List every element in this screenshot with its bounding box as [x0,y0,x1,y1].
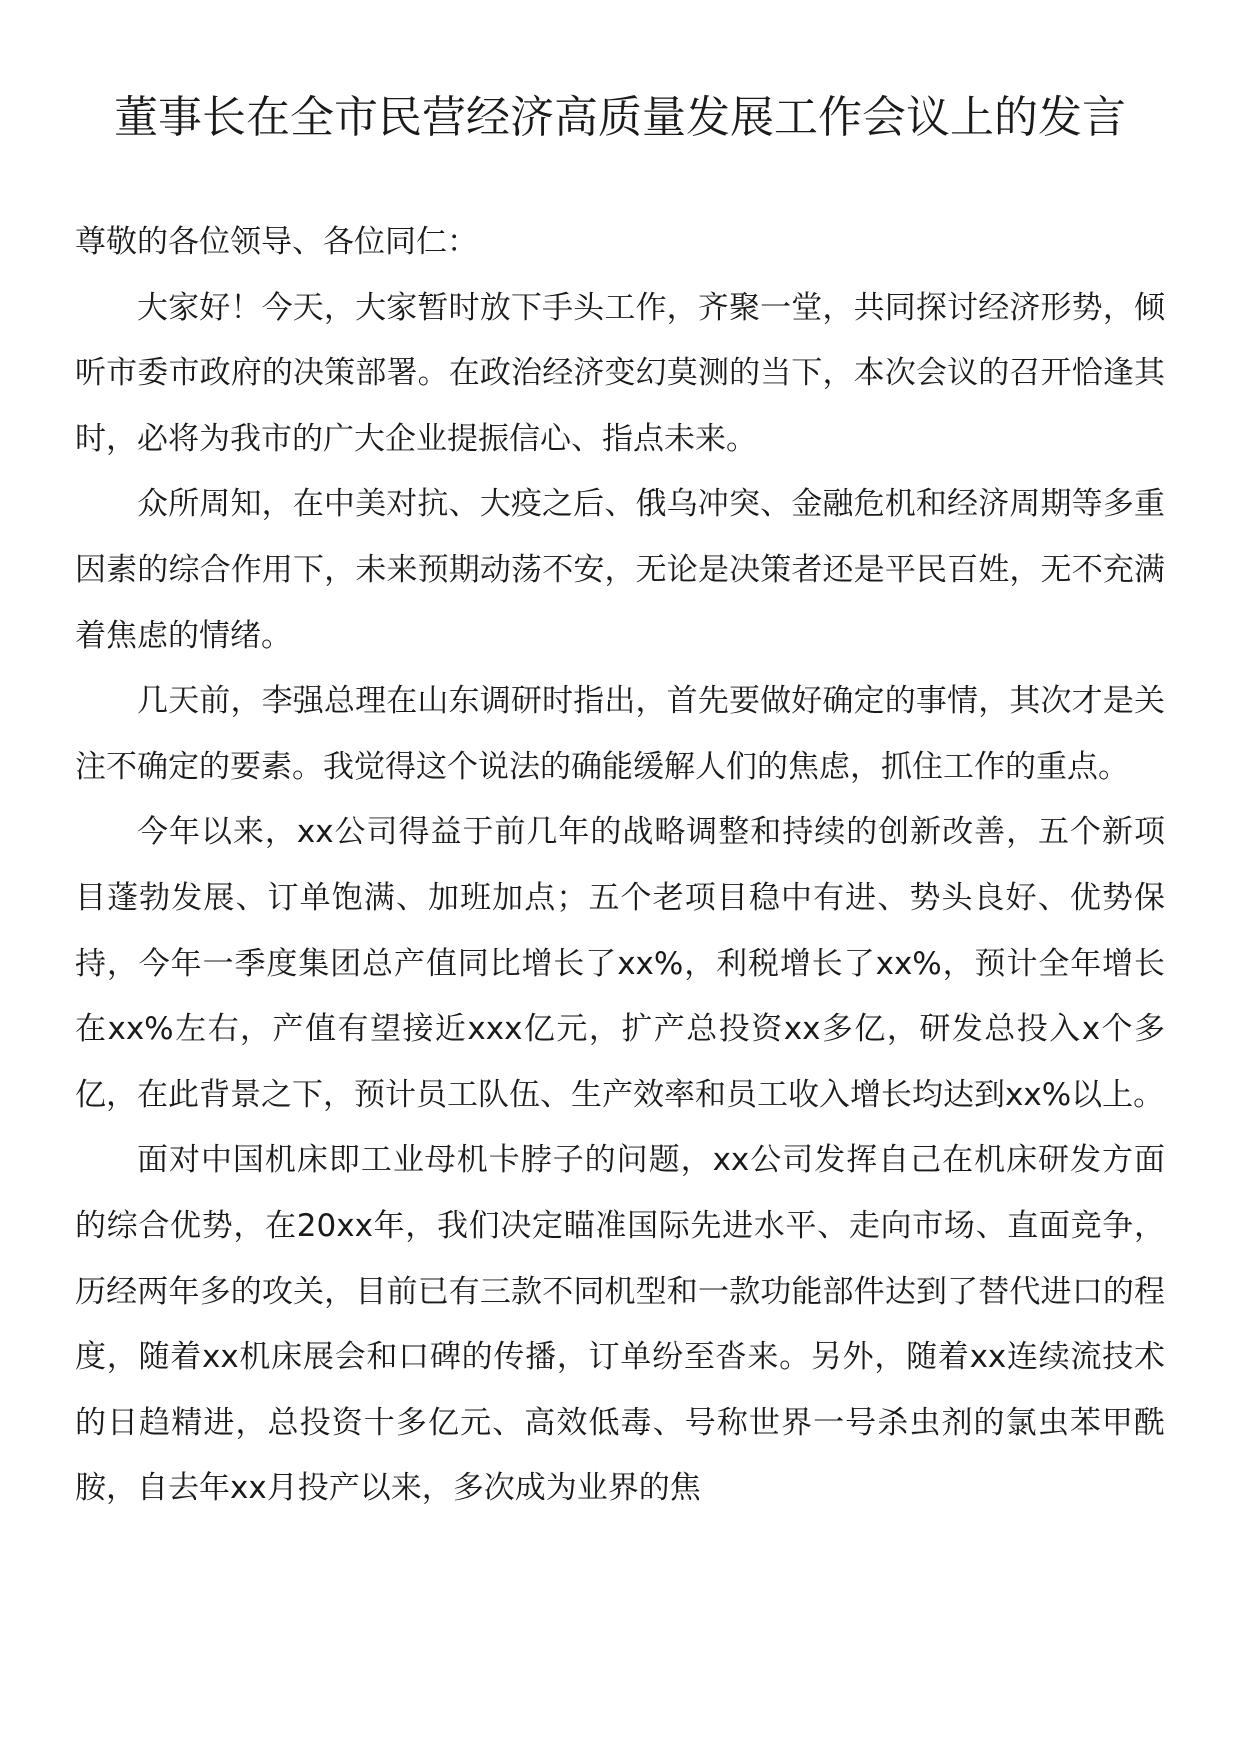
paragraph-greeting: 大家好！今天，大家暂时放下手头工作，齐聚一堂，共同探讨经济形势，倾听市委市政府的决策部署。在政治经济变幻莫测的当下，本次会议的召开恰逢其时，必将为我市的广大企业提振信心、指点未来。 [75,289,1165,457]
paragraph-premier-remarks: 几天前，李强总理在山东调研时指出，首先要做好确定的事情，其次才是关注不确定的要素。我觉得这个说法的确能缓解人们的焦虑，抓住工作的重点。 [75,683,1165,785]
paragraph-situation: 众所周知，在中美对抗、大疫之后、俄乌冲突、金融危机和经济周期等多重因素的综合作用下，未来预期动荡不安，无论是决策者还是平民百姓，无不充满着焦虑的情绪。 [75,486,1165,654]
document-body [75,210,1165,1522]
paragraph-company-performance: 今年以来，xx公司得益于前几年的战略调整和持续的创新改善，五个新项目蓬勃发展、订单饱满、加班加点；五个老项目稳中有进、势头良好、优势保持，今年一季度集团总产值同比增长了xx%，利税增长了xx%，预计全年增长在xx%左右，产值有望接近xxx亿元，扩产总投资xx多亿，研发总投入x个多亿，在此背景之下，预计员工队伍、生产效率和员工收入增长均达到xx%以上。 [75,814,1165,1113]
document-title: 董事长在全市民营经济高质量发展工作会议上的发言 [114,92,1126,143]
salutation: 尊敬的各位领导、各位同仁： [75,224,478,260]
paragraph-machine-tools: 面对中国机床即工业母机卡脖子的问题，xx公司发挥自己在机床研发方面的综合优势，在20xx年，我们决定瞄准国际先进水平、走向市场、直面竞争，历经两年多的攻关，目前已有三款不同机型和一款功能部件达到了替代进口的程度，随着xx机床展会和口碑的传播，订单纷至沓来。另外，随着xx连续流技术的日趋精进，总投资十多亿元、高效低毒、号称世界一号杀虫剂的氯虫苯甲酰胺，自去年xx月投产以来，多次成为业界的焦 [75,1142,1165,1507]
